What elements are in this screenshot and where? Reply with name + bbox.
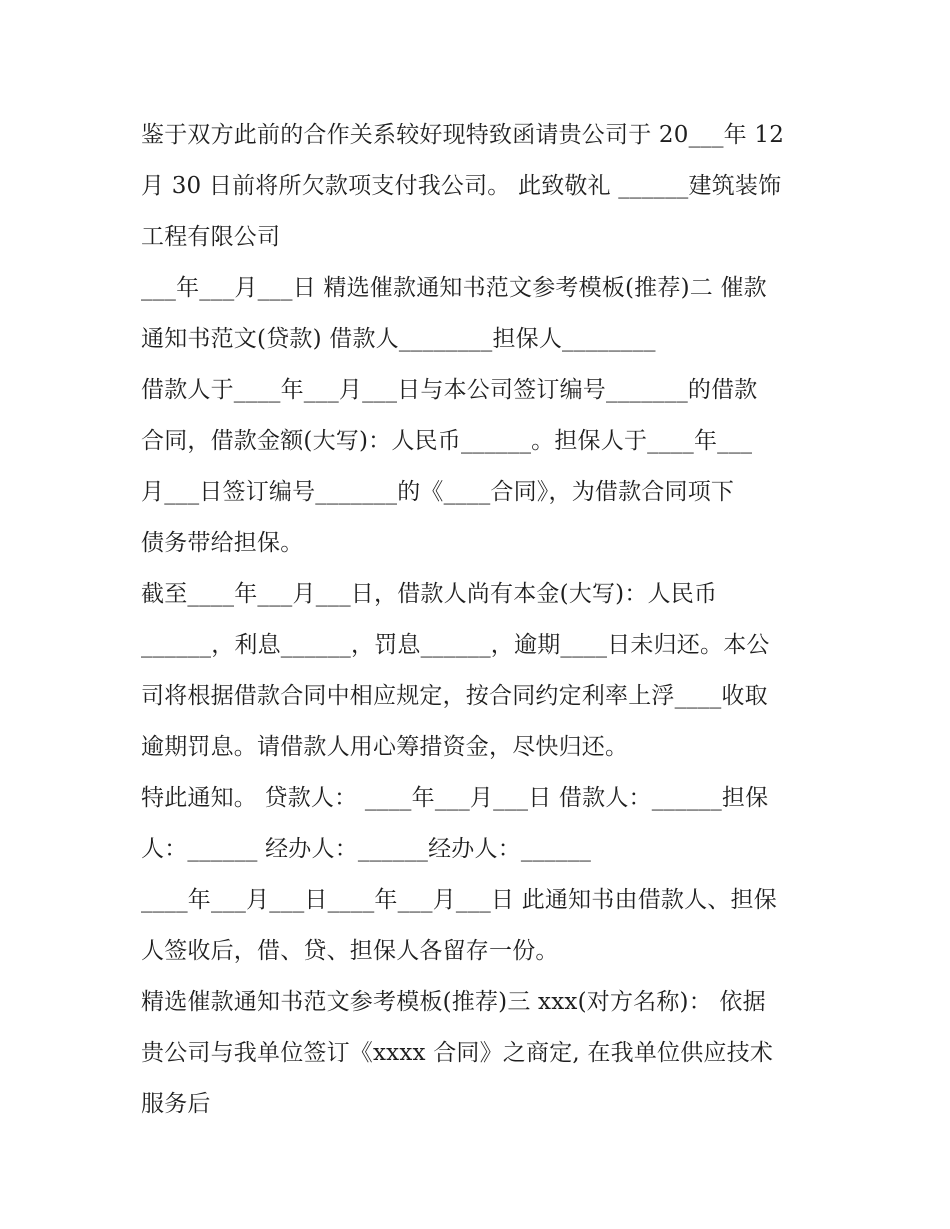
text-line: ____年___月___日____年___月___日 此通知书由借款人、担保 [141,887,777,913]
text-line: 人签收后，借、贷、担保人各留存一份。 [141,938,559,964]
text-line: 借款人于____年___月___日与本公司签订编号_______的借款 [141,377,758,403]
text-line: 月___日签订编号_______的《____合同》，为借款合同项下 [141,479,735,505]
text-line: ___年___月___日 精选催款通知书范文参考模板(推荐)二 催款 [141,275,767,301]
text-line: 逾期罚息。请借款人用心筹措资金，尽快归还。 [141,734,629,760]
text-line: 通知书范文(贷款) 借款人________担保人________ [141,326,656,352]
text-line: 特此通知。 贷款人： ____年___月___日 借款人：______担保 [141,785,769,811]
text-line: 精选催款通知书范文参考模板(推荐)三 xxx(对方名称)： 依据 [141,989,766,1015]
text-line: 司将根据借款合同中相应规定，按合同约定利率上浮____收取 [141,683,768,709]
text-line: ______，利息______，罚息______，逾期____日未归还。本公 [141,632,770,658]
text-line: 服务后 [141,1091,211,1117]
text-line: 人：______ 经办人：______经办人：______ [141,836,592,862]
text-line: 债务带给担保。 [141,530,304,556]
document-body [141,110,813,1130]
text-line: 合同，借款金额(大写)：人民币______。担保人于____年___ [141,428,753,454]
text-line: 月 30 日前将所欠款项支付我公司。 此致敬礼 ______建筑装饰 [141,173,782,199]
text-line: 鉴于双方此前的合作关系较好现特致函请贵公司于 20___年 12 [141,122,785,148]
text-line: 截至____年___月___日，借款人尚有本金(大写)：人民币 [141,581,718,607]
text-line: 贵公司与我单位签订《xxxx 合同》之商定, 在我单位供应技术 [141,1040,774,1066]
text-line: 工程有限公司 [141,224,281,250]
